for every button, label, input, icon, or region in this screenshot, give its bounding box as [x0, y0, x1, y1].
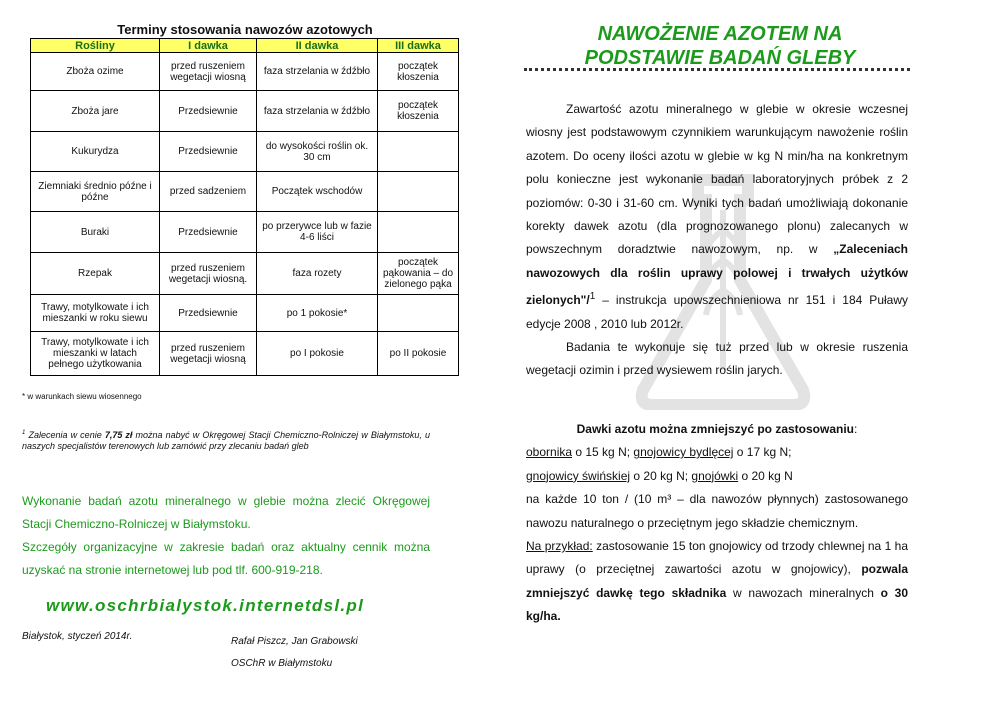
date-place: Białystok, styczeń 2014r.	[22, 631, 133, 642]
cell-dose-2: Początek wschodów	[257, 172, 378, 212]
institution: OSChR w Białymstoku	[231, 658, 333, 669]
title-line-1: NAWOŻENIE AZOTEM NA	[597, 23, 843, 45]
table-row	[31, 253, 459, 295]
ordering-paragraph: Wykonanie badań azotu mineralnego w glebie można zlecić Okręgowej Stacji Chemiczno-Rolniczej w Białymstoku.	[22, 494, 430, 531]
title-line-2: PODSTAWIE BADAŃ GLEBY	[584, 47, 856, 69]
manure-line: obornika o 15 kg N; gnojowicy bydlęcej o 17 kg N;	[526, 445, 792, 460]
cell-plant: Buraki	[31, 212, 160, 253]
cell-plant: Ziemniaki średnio późne i późne	[31, 172, 160, 212]
dose-reduction-section	[526, 418, 908, 629]
dose-heading: Dawki azotu można zmniejszyć po zastosowaniu:	[576, 422, 858, 436]
header-plants: Rośliny	[31, 39, 160, 53]
cell-plant: Kukurydza	[31, 132, 160, 172]
cell-dose-3: początek pąkowania – do zielonego pąka	[378, 253, 459, 295]
cell-plant: Zboża jare	[31, 91, 160, 132]
website-link[interactable]: www.oschrbialystok.internetdsl.pl	[46, 596, 365, 615]
cell-plant: Rzepak	[31, 253, 160, 295]
table-row	[31, 332, 459, 376]
header-dose-2: II dawka	[257, 39, 378, 53]
cell-dose-1: Przedsiewnie	[160, 295, 257, 332]
price-footnote: $^1$ Zalecenia w cenie 7,75 zł można nabyć w Okręgowej Stacji Chemiczno-Rolniczej w Białymstoku, u naszych specjalistów terenowych lub zamówić przy zlecaniu badań gleb	[22, 430, 430, 451]
cell-dose-3	[378, 212, 459, 253]
dotted-divider	[524, 68, 910, 72]
example-paragraph: Na przykład: zastosowanie 15 ton gnojowicy od trzody chlewnej na 1 ha uprawy (o przeciętnej zawartości azotu w gnojowicy), pozwala zmniejszyć dawkę tego składnika w nawozach mineralnych o 30 kg/ha.	[526, 539, 909, 624]
cell-dose-1: Przedsiewnie	[160, 132, 257, 172]
details-paragraph: Szczegóły organizacyjne w zakresie badań oraz aktualny cennik można uzyskać na stronie internetowej lub pod tlf. 600-919-218.	[22, 540, 430, 577]
cell-dose-2: po przerywce lub w fazie 4-6 liści	[257, 212, 378, 253]
intro-paragraph: Zawartość azotu mineralnego w glebie w okresie wczesnej wiosny jest podstawowym czynnikiem warunkującym nawożenie roślin azotem. Do oceny ilości azotu w glebie w kg N min/ha na konkretnym polu konieczne jest wykonanie badań laboratoryjnych próbek z 2 poziomów: 0-30 i 31-60 cm. Wyniki tych badań umożliwiają dokonanie korekty dawek azotu (dla prognozowanego plonu) zalecanych w powszechnym doradztwie nawozowym, np. w „Zaleceniach nawozowych dla roślin uprawy polowej i trwałych użytków zielonych"/$^1$ – instrukcja upowszechnieniowa nr 151 i 184 Puławy edycje 2008 , 2010 lub 2012r.	[526, 102, 908, 331]
authors-block	[231, 631, 358, 675]
slurry-line: gnojowicy świńskiej o 20 kg N; gnojówki o 20 kg N	[526, 468, 793, 483]
page-title	[530, 22, 910, 70]
cell-dose-3	[378, 132, 459, 172]
table-row	[31, 172, 459, 212]
table-row	[31, 91, 459, 132]
table-header-row	[31, 39, 459, 53]
cell-dose-1: przed ruszeniem wegetacji wiosną	[160, 332, 257, 376]
cell-dose-1: przed ruszeniem wegetacji wiosną	[160, 53, 257, 91]
cell-dose-3: po II pokosie	[378, 332, 459, 376]
timing-paragraph: Badania te wykonuje się tuż przed lub w okresie ruszenia wegetacji ozimin i przed wysiewem roślin jarych.	[526, 340, 908, 378]
header-dose-3: III dawka	[378, 39, 459, 53]
table-row	[31, 295, 459, 332]
cell-plant: Trawy, motylkowate i ich mieszanki w latach pełnego użytkowania	[31, 332, 160, 376]
cell-dose-2: po 1 pokosie*	[257, 295, 378, 332]
cell-dose-3: początek kłoszenia	[378, 91, 459, 132]
cell-dose-2: do wysokości roślin ok. 30 cm	[257, 132, 378, 172]
fertilizer-schedule-table	[30, 38, 459, 376]
cell-dose-1: przed sadzeniem	[160, 172, 257, 212]
cell-dose-1: Przedsiewnie	[160, 212, 257, 253]
ordering-info	[22, 490, 430, 582]
recommendations-title: „Zaleceniach nawozowych dla roślin uprawy polowej i trwałych użytków zielonych"/	[526, 242, 908, 308]
per-ton-paragraph: na każde 10 ton / (10 m³ – dla nawozów płynnych) zastosowanego nawozu naturalnego o przeciętnym jego składzie chemicznym.	[526, 492, 908, 530]
table-row	[31, 132, 459, 172]
header-dose-1: I dawka	[160, 39, 257, 53]
table-row	[31, 53, 459, 91]
cell-dose-2: faza rozety	[257, 253, 378, 295]
cell-dose-1: przed ruszeniem wegetacji wiosną.	[160, 253, 257, 295]
price-value: 7,75 zł	[104, 430, 133, 440]
intro-text	[526, 98, 908, 383]
cell-dose-2: faza strzelania w źdźbło	[257, 91, 378, 132]
cell-dose-3	[378, 295, 459, 332]
cell-dose-3: początek kłoszenia	[378, 53, 459, 91]
cell-plant: Zboża ozime	[31, 53, 160, 91]
cell-dose-3	[378, 172, 459, 212]
cell-dose-1: Przedsiewnie	[160, 91, 257, 132]
table-row	[31, 212, 459, 253]
cell-dose-2: faza strzelania w źdźbło	[257, 53, 378, 91]
cell-plant: Trawy, motylkowate i ich mieszanki w roku siewu	[31, 295, 160, 332]
cell-dose-2: po I pokosie	[257, 332, 378, 376]
table-title: Terminy stosowania nawozów azotowych	[117, 22, 373, 37]
authors: Rafał Piszcz, Jan Grabowski	[231, 636, 358, 647]
table-footnote: * w warunkach siewu wiosennego	[22, 392, 142, 401]
